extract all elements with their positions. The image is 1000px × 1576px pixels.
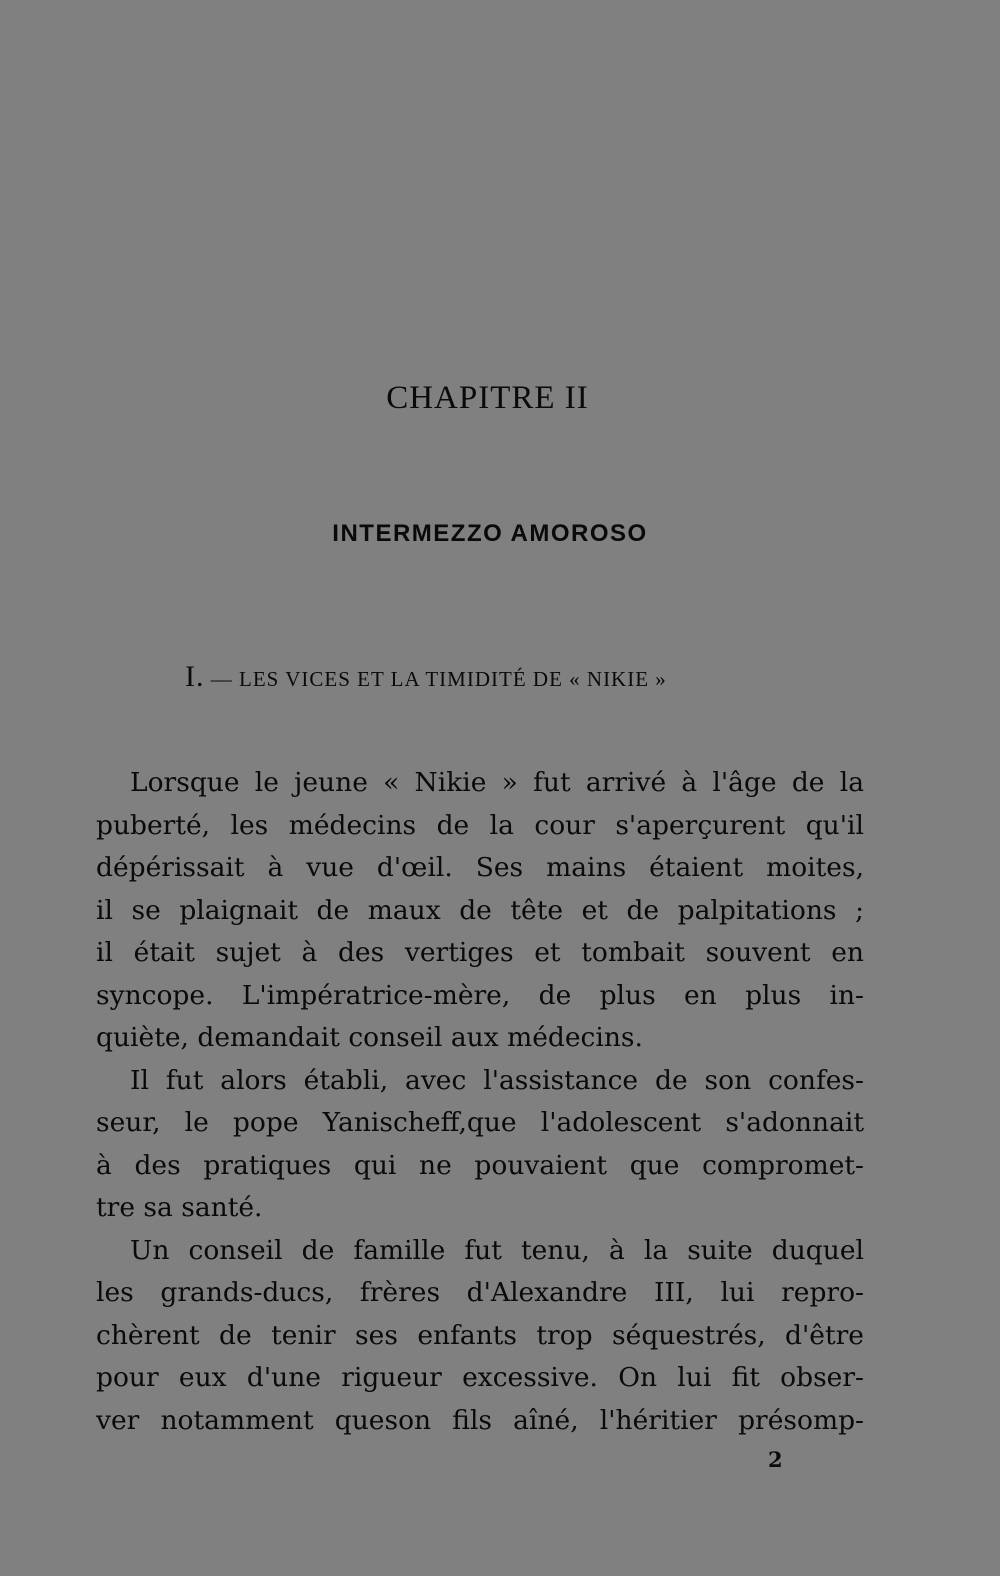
text-line: il se plaignait de maux de tête et de palpitations ; — [96, 894, 864, 926]
text-line: seur, le pope Yanischeff,que l'adolescent s'adonnait — [96, 1107, 864, 1138]
text-line: puberté, les médecins de la cour s'aperçurent qu'il — [96, 809, 864, 841]
text-line: Un conseil de famille fut tenu, à la suite duquel — [130, 1234, 864, 1266]
text-line: Il fut alors établi, avec l'assistance de son confes- — [130, 1064, 864, 1096]
text-line: ver notamment queson fils aîné, l'héritier présomp- — [96, 1404, 864, 1436]
text-line: syncope. L'impératrice-mère, de plus en plus in- — [96, 979, 864, 1011]
subsection-number: I. — [185, 660, 205, 693]
text-line: Lorsque le jeune « Nikie » fut arrivé à l'âge de la — [130, 767, 864, 798]
text-line: à des pratiques qui ne pouvaient que compromet- — [96, 1149, 864, 1181]
text-line: pour eux d'une rigueur excessive. On lui fit obser- — [96, 1362, 864, 1393]
text-line: quiète, demandait conseil aux médecins. — [96, 1022, 643, 1053]
text-line: chèrent de tenir ses enfants trop séquestrés, d'être — [96, 1319, 864, 1351]
text-line: les grands-ducs, frères d'Alexandre III, lui repro- — [96, 1277, 864, 1308]
page-number: 2 — [768, 1447, 783, 1472]
section-title: INTERMEZZO AMOROSO — [332, 520, 648, 547]
chapter-title: CHAPITRE II — [386, 380, 589, 416]
subsection-title — [185, 660, 805, 694]
text-line: tre sa santé. — [96, 1192, 263, 1223]
text-line: dépérissait à vue d'œil. Ses mains étaient moites, — [96, 852, 864, 883]
body-text — [96, 762, 864, 1442]
text-line: il était sujet à des vertiges et tombait souvent en — [96, 937, 864, 968]
subsection-heading: — LES VICES ET LA TIMIDITÉ DE « NIKIE » — [210, 667, 667, 691]
